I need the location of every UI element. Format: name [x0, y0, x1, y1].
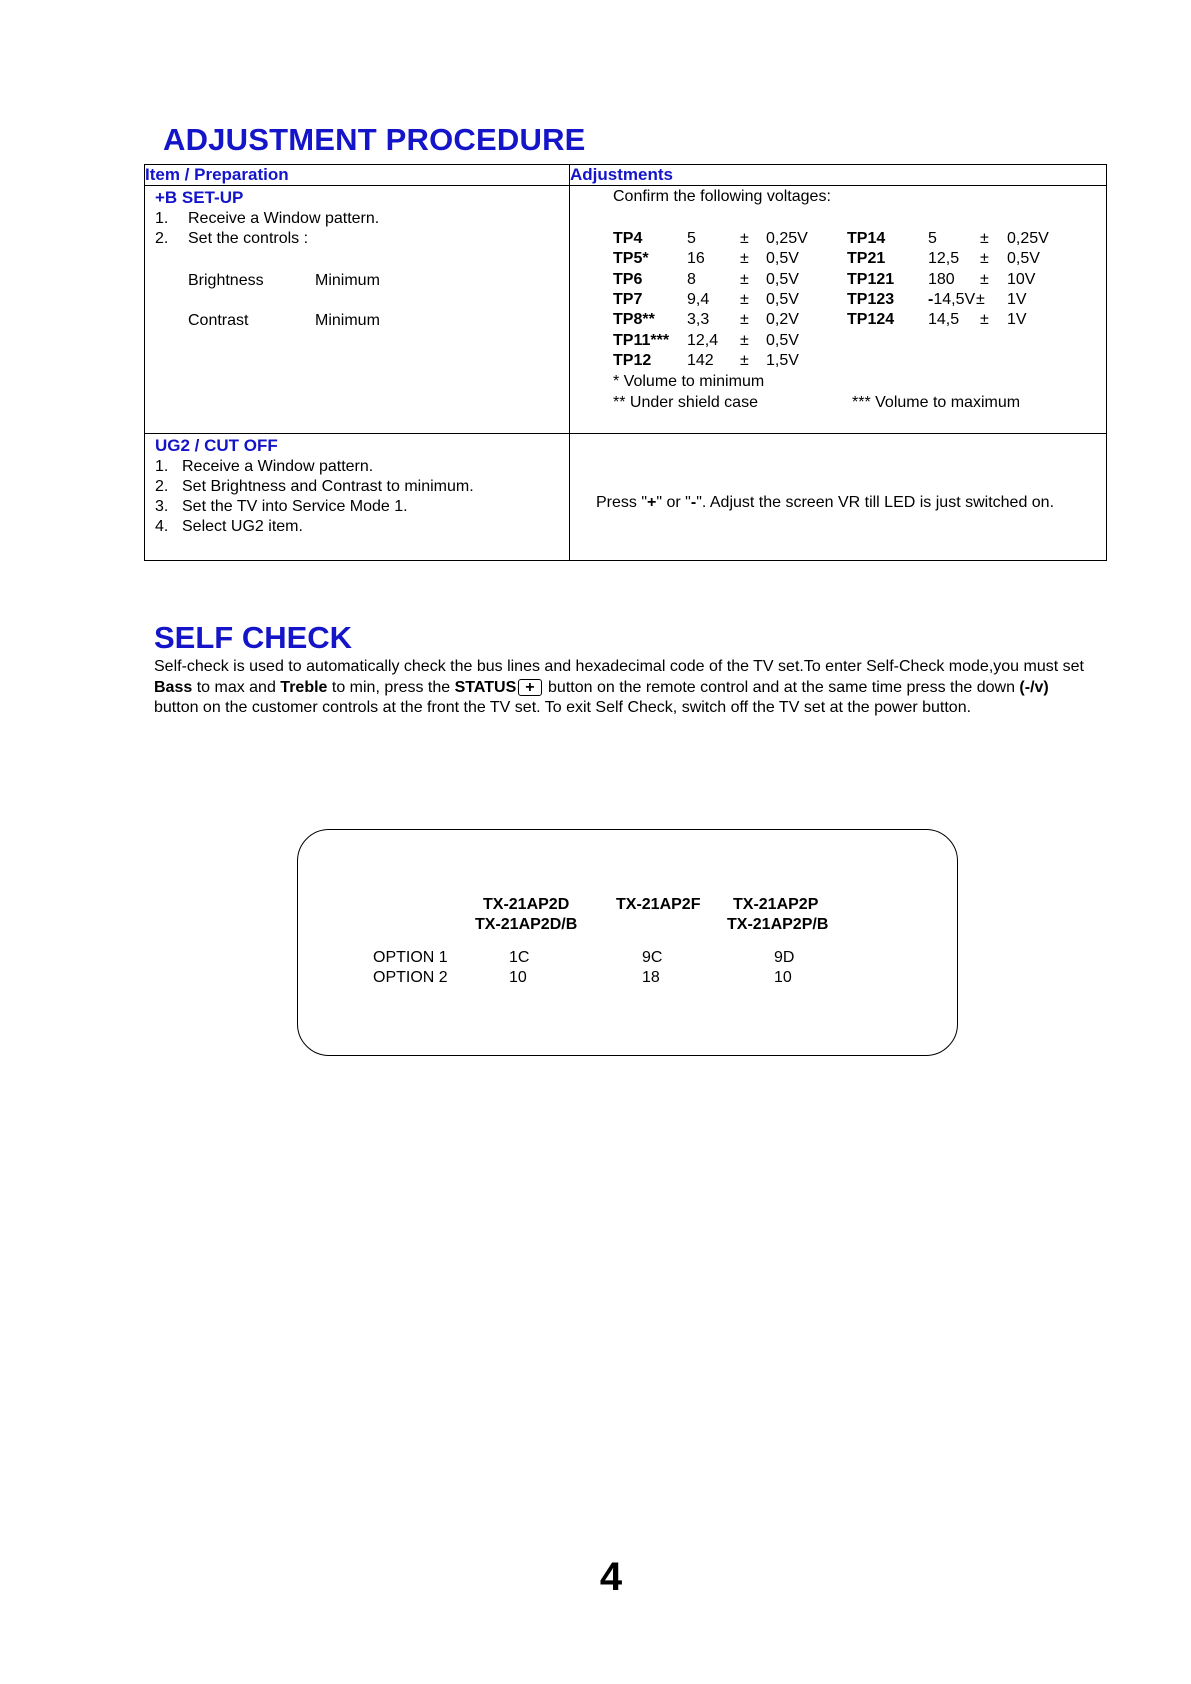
- option-code-box: [297, 829, 958, 1056]
- status-label: STATUS: [454, 678, 517, 696]
- step-text: Receive a Window pattern.: [188, 210, 380, 227]
- column-header-adjustments: Adjustments: [570, 165, 1107, 186]
- control-name-contrast: Contrast: [188, 312, 249, 329]
- text-segment: button on the remote control and at the same time press the down: [543, 678, 1020, 696]
- step-number: 4.: [155, 518, 169, 535]
- tp-tolerance: 0,5V: [1007, 250, 1040, 267]
- note-under-shield: ** Under shield case: [613, 394, 758, 411]
- plus-minus: ±: [980, 230, 989, 247]
- plus-minus: ±: [980, 250, 989, 267]
- tp-tolerance: 0,25V: [1007, 230, 1049, 247]
- tp-tolerance: 0,5V: [766, 250, 799, 267]
- step-text: Receive a Window pattern.: [182, 458, 374, 475]
- option-value: 10: [774, 969, 792, 986]
- text-segment: to max and: [192, 678, 281, 696]
- model-name: TX-21AP2D: [483, 896, 570, 913]
- step-number: 1.: [155, 458, 169, 475]
- status-key-icon: +: [518, 679, 541, 696]
- step-text: Set the TV into Service Mode 1.: [182, 498, 408, 515]
- plus-minus: ±: [980, 311, 989, 328]
- model-name: TX-21AP2P/B: [727, 916, 829, 933]
- tp-tolerance: 0,5V: [766, 271, 799, 288]
- option-value: 10: [509, 969, 527, 986]
- text-segment: to min, press the: [327, 678, 455, 696]
- plus-key: +: [647, 494, 657, 511]
- table-header-row: [145, 165, 1107, 186]
- adjustment-table: [144, 164, 1107, 561]
- tp-label: TP5*: [613, 250, 649, 267]
- tp-value: 12,4: [687, 332, 719, 349]
- press-text-2: " or ": [656, 494, 691, 511]
- tp-value: 12,5: [928, 250, 960, 267]
- tp-tolerance: 10V: [1007, 271, 1036, 288]
- b-setup-item-cell: [145, 186, 570, 434]
- tp-label: TP121: [847, 271, 895, 288]
- plus-minus: ±: [740, 271, 749, 288]
- table-row-b-setup: [145, 186, 1107, 434]
- tp-label: TP4: [613, 230, 643, 247]
- ug2-title: UG2 / CUT OFF: [155, 436, 278, 455]
- tp-label: TP14: [847, 230, 886, 247]
- treble-label: Treble: [280, 678, 328, 696]
- step-text: Set Brightness and Contrast to minimum.: [182, 478, 474, 495]
- step-text: Set the controls :: [188, 230, 309, 247]
- option-value: 1C: [509, 949, 530, 966]
- page-title: ADJUSTMENT PROCEDURE: [163, 122, 586, 157]
- page-number: 4: [599, 1555, 623, 1599]
- control-value-contrast: Minimum: [315, 312, 380, 329]
- tp-value: 180: [928, 271, 955, 288]
- self-check-title: SELF CHECK: [154, 620, 353, 655]
- option-value: 9D: [774, 949, 795, 966]
- plus-minus: ±: [740, 250, 749, 267]
- press-text-3: ". Adjust the screen VR till LED is just switched on.: [696, 494, 1055, 511]
- tp-tolerance: 0,25V: [766, 230, 808, 247]
- tp-tolerance: 1V: [1007, 291, 1027, 308]
- control-name-brightness: Brightness: [188, 272, 264, 289]
- column-header-item: Item / Preparation: [145, 165, 570, 186]
- step-number: 1.: [155, 210, 169, 227]
- confirm-text: Confirm the following voltages:: [613, 188, 831, 205]
- text-segment: button on the customer controls at the front the TV set. To exit Self Check, switch off the TV set at the power button.: [154, 699, 972, 716]
- tp-value: [928, 291, 975, 309]
- plus-minus: ±: [980, 271, 989, 288]
- tp-tolerance: 1V: [1007, 311, 1027, 328]
- tp-tolerance: 1,5V: [766, 352, 799, 369]
- self-check-paragraph: [154, 657, 1094, 719]
- bass-label: Bass: [154, 678, 193, 696]
- tp-label: TP11***: [613, 332, 670, 349]
- tp-label: TP6: [613, 271, 643, 288]
- tp-tolerance: 0,2V: [766, 311, 799, 328]
- tp-value: 16: [687, 250, 705, 267]
- step-number: 2.: [155, 478, 169, 495]
- tp-value: 9,4: [687, 291, 710, 308]
- plus-minus: ±: [740, 230, 749, 247]
- plus-minus: ±: [976, 291, 985, 308]
- plus-minus: ±: [740, 311, 749, 328]
- step-number: 3.: [155, 498, 169, 515]
- press-text-1: Press ": [596, 494, 648, 511]
- tp-label: TP7: [613, 291, 643, 308]
- model-name: TX-21AP2F: [616, 896, 701, 913]
- down-button-label: (-/v): [1019, 678, 1049, 696]
- control-value-brightness: Minimum: [315, 272, 380, 289]
- press-instruction: [596, 494, 1054, 512]
- table-row-ug2: [145, 434, 1107, 561]
- tp-value: 142: [687, 352, 714, 369]
- plus-minus: ±: [740, 291, 749, 308]
- value-sign: -: [928, 291, 934, 308]
- tp-tolerance: 0,5V: [766, 332, 799, 349]
- tp-value: 14,5: [928, 311, 960, 328]
- plus-minus: ±: [740, 332, 749, 349]
- tp-value: 3,3: [687, 311, 710, 328]
- option-label: OPTION 1: [373, 949, 448, 966]
- option-value: 18: [642, 969, 660, 986]
- tp-tolerance: 0,5V: [766, 291, 799, 308]
- tp-value: 5: [928, 230, 937, 247]
- tp-label: TP21: [847, 250, 886, 267]
- b-setup-adjust-cell: [570, 186, 1107, 434]
- tp-label: TP124: [847, 311, 895, 328]
- value-number: 14,5V: [933, 291, 976, 308]
- note-volume-min: * Volume to minimum: [613, 373, 765, 390]
- tp-value: 8: [687, 271, 696, 288]
- step-number: 2.: [155, 230, 169, 247]
- model-name: TX-21AP2P: [733, 896, 819, 913]
- minus-key: -: [690, 494, 697, 511]
- note-volume-max: *** Volume to maximum: [852, 394, 1021, 411]
- option-value: 9C: [642, 949, 663, 966]
- tp-label: TP12: [613, 352, 652, 369]
- model-name: TX-21AP2D/B: [475, 916, 578, 933]
- option-label: OPTION 2: [373, 969, 448, 986]
- ug2-item-cell: [145, 434, 570, 561]
- tp-label: TP8**: [613, 311, 655, 328]
- text-segment: Self-check is used to automatically check the bus lines and hexadecimal code of the TV set.To enter Self-Check mode,you must set: [154, 658, 1084, 675]
- tp-value: 5: [687, 230, 696, 247]
- step-text: Select UG2 item.: [182, 518, 303, 535]
- plus-minus: ±: [740, 352, 749, 369]
- ug2-adjust-cell: [570, 434, 1107, 561]
- b-setup-title: +B SET-UP: [155, 188, 244, 207]
- tp-label: TP123: [847, 291, 895, 308]
